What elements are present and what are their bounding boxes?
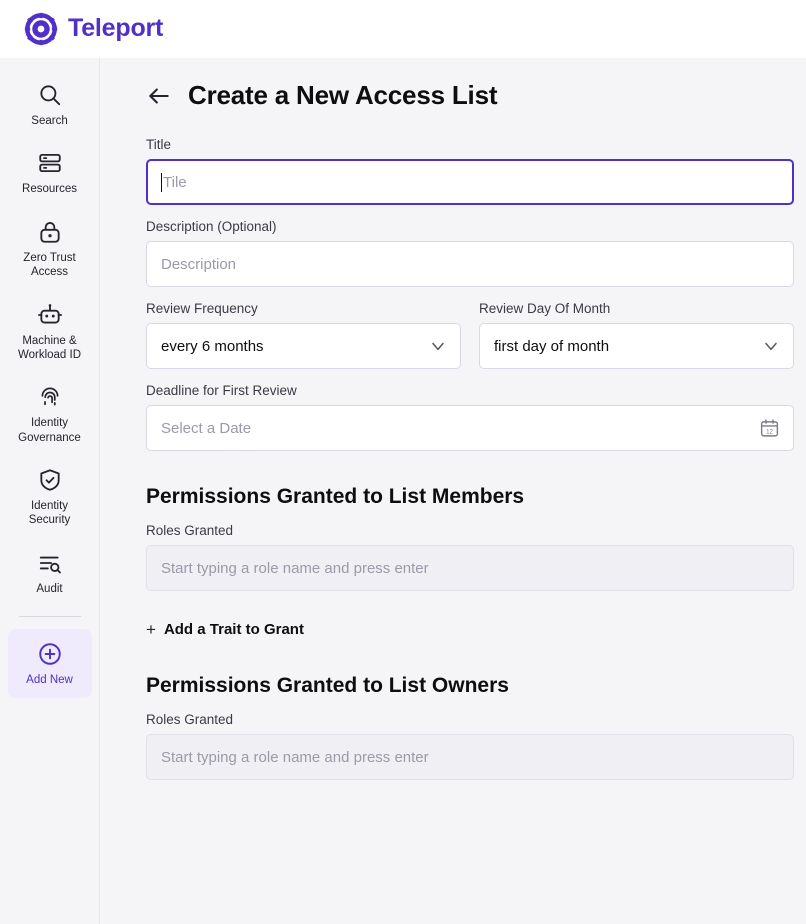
- owners-roles-group: [146, 712, 794, 780]
- top-bar: [0, 0, 806, 58]
- lock-icon: [37, 219, 63, 245]
- sidebar-item-label: Identity Security: [28, 500, 71, 527]
- brand-name: Teleport: [68, 14, 164, 42]
- sidebar-item-label: Machine & Workload ID: [17, 334, 82, 361]
- sidebar-item-resources[interactable]: [8, 142, 92, 202]
- sidebar-item-audit[interactable]: [8, 542, 92, 602]
- members-roles-input[interactable]: [146, 545, 794, 591]
- description-label: Description (Optional): [146, 219, 277, 234]
- review-frequency-select[interactable]: [146, 323, 461, 369]
- members-roles-group: [146, 523, 794, 591]
- list-search-icon: [37, 550, 63, 576]
- sidebar-divider: [19, 616, 81, 617]
- sidebar-item-identity-security[interactable]: [8, 459, 92, 534]
- title-field-group: [146, 137, 794, 205]
- review-day-value: first day of month: [494, 337, 610, 355]
- main-content: [100, 58, 806, 924]
- sidebar-item-machine-workload-id[interactable]: [8, 294, 92, 369]
- svg-text:12: 12: [766, 428, 773, 436]
- deadline-input-placeholder: Select a Date: [161, 419, 252, 437]
- body: [0, 58, 806, 924]
- owners-roles-label: Roles Granted: [146, 712, 234, 727]
- sidebar-item-label: Search: [31, 115, 68, 127]
- teleport-gear-logo-icon: [24, 12, 58, 46]
- description-input[interactable]: [146, 241, 794, 287]
- shield-check-icon: [37, 467, 63, 493]
- review-day-group: [479, 301, 794, 369]
- add-trait-label: Add a Trait to Grant: [163, 621, 304, 638]
- chevron-down-icon: [761, 336, 781, 356]
- sidebar-item-label: Resources: [22, 183, 77, 196]
- sidebar-item-label: Add New: [26, 674, 73, 687]
- members-roles-placeholder: Start typing a role name and press enter: [161, 559, 429, 577]
- title-input[interactable]: [146, 159, 794, 205]
- review-frequency-group: [146, 301, 461, 369]
- sidebar-item-zero-trust-access[interactable]: [8, 211, 92, 286]
- server-icon: [37, 150, 63, 176]
- members-roles-label: Roles Granted: [146, 523, 234, 538]
- page-title: Create a New Access List: [188, 80, 498, 110]
- sidebar: [0, 58, 100, 924]
- sidebar-item-identity-governance[interactable]: [8, 376, 92, 451]
- search-icon: [37, 82, 63, 108]
- deadline-label: Deadline for First Review: [146, 383, 297, 398]
- plus-circle-icon: [37, 641, 63, 667]
- deadline-field-group: [146, 383, 794, 451]
- plus-icon: +: [146, 620, 156, 639]
- page-header: [146, 80, 795, 111]
- fingerprint-icon: [37, 384, 63, 410]
- add-trait-button[interactable]: [146, 621, 304, 638]
- owners-section-heading: Permissions Granted to List Owners: [146, 674, 509, 697]
- review-day-select[interactable]: [479, 323, 794, 369]
- members-section-heading: Permissions Granted to List Members: [146, 485, 525, 508]
- description-input-placeholder: Description: [161, 255, 237, 273]
- title-input-placeholder: Tile: [163, 173, 187, 191]
- arrow-left-icon[interactable]: [146, 83, 172, 109]
- sidebar-item-label: Zero Trust Access: [23, 251, 76, 279]
- owners-roles-placeholder: Start typing a role name and press enter: [161, 748, 429, 766]
- review-frequency-value: every 6 months: [161, 337, 264, 355]
- sidebar-item-label: Audit: [36, 582, 63, 595]
- sidebar-item-label: Identity Governance: [18, 417, 81, 444]
- review-settings-row: [146, 301, 794, 369]
- calendar-icon[interactable]: [759, 418, 780, 439]
- owners-roles-input[interactable]: [146, 734, 794, 780]
- robot-icon: [37, 302, 63, 328]
- chevron-down-icon: [428, 336, 448, 356]
- title-label: Title: [146, 137, 172, 152]
- sidebar-item-search[interactable]: [8, 74, 92, 134]
- sidebar-item-add-new[interactable]: [8, 629, 92, 697]
- review-frequency-label: Review Frequency: [146, 301, 258, 316]
- review-day-label: Review Day Of Month: [479, 301, 611, 316]
- text-caret: [161, 173, 162, 192]
- description-field-group: [146, 219, 794, 287]
- deadline-date-input[interactable]: [146, 405, 794, 451]
- brand-logo[interactable]: [24, 12, 163, 46]
- access-list-form: [146, 137, 794, 780]
